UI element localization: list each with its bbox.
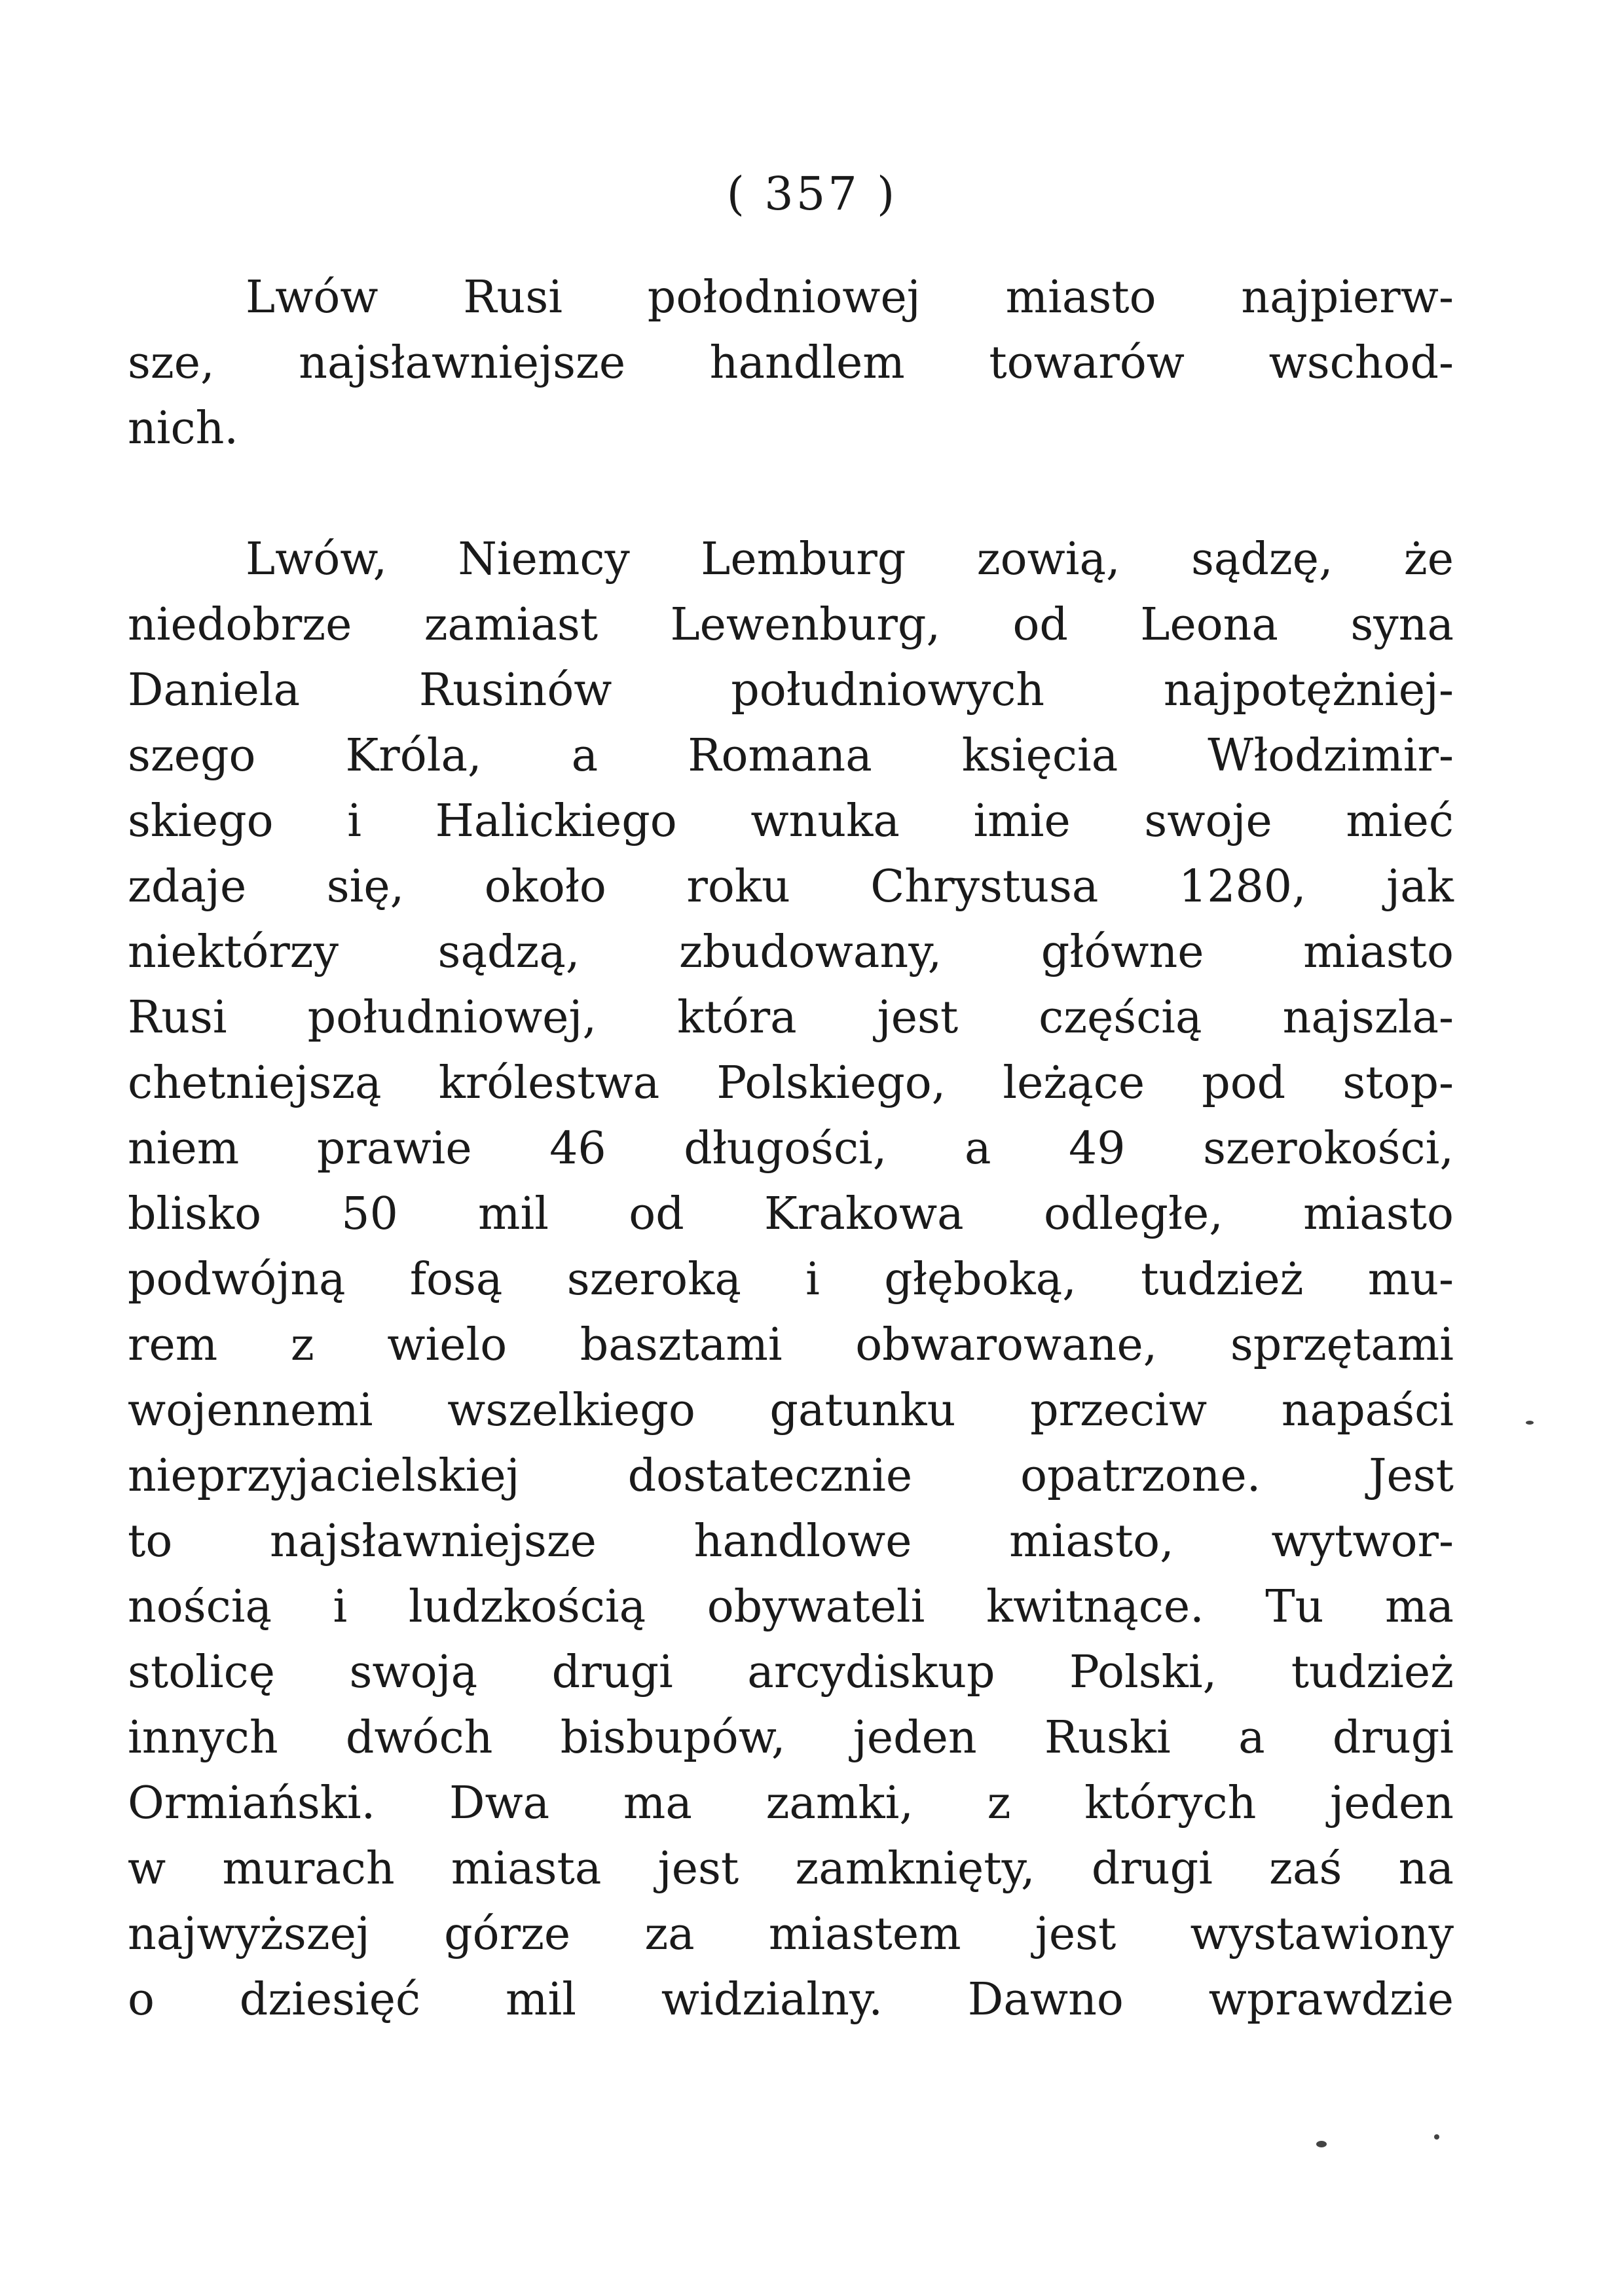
body-line: blisko 50 mil od Krakowa odległe, miasto: [128, 1188, 1454, 1240]
page-number: ( 357 ): [726, 167, 898, 221]
body-line: stolicę swoją drugi arcydiskup Polski, tudzież: [128, 1647, 1454, 1698]
body-line: podwójną fosą szeroką i głęboką, tudzież mu-: [128, 1254, 1454, 1305]
body-line: Lwów, Niemcy Lemburg zowią, sądzę, że: [246, 534, 1454, 585]
body-line: Ormiański. Dwa ma zamki, z których jeden: [128, 1777, 1454, 1829]
body-line: zdaje się, około roku Chrystusa 1280, jak: [128, 861, 1454, 913]
heading-line: sze, najsławniejsze handlem towarów wschod-: [128, 337, 1454, 389]
body-line: o dziesięć mil widzialny. Dawno wprawdzie: [128, 1974, 1454, 2026]
body-line: najwyższej górze za miastem jest wystawiony: [128, 1908, 1454, 1960]
body-line: wojennemi wszelkiego gatunku przeciw napaści: [128, 1385, 1454, 1436]
scan-speck: [1526, 1421, 1534, 1425]
body-line: to najsławniejsze handlowe miasto, wytwor-: [128, 1516, 1454, 1567]
scan-speck: [1316, 2141, 1327, 2147]
scan-speck: [1434, 2134, 1439, 2140]
body-line: rem z wielo basztami obwarowane, sprzętami: [128, 1319, 1454, 1371]
heading-line: Lwów Rusi połodniowej miasto najpierw-: [246, 272, 1454, 323]
heading-line: nich.: [128, 403, 239, 454]
body-line: szego Króla, a Romana księcia Włodzimir-: [128, 730, 1454, 782]
body-line: niedobrze zamiast Lewenburg, od Leona syna: [128, 599, 1454, 651]
body-line: nieprzyjacielskiej dostatecznie opatrzone. Jest: [128, 1450, 1454, 1502]
body-line: chetniejszą królestwa Polskiego, leżące pod stop-: [128, 1057, 1454, 1109]
body-line: skiego i Halickiego wnuka imie swoje mieć: [128, 795, 1454, 847]
body-line: Daniela Rusinów południowych najpotężniej-: [128, 665, 1454, 716]
body-line: innych dwóch bisbupów, jeden Ruski a drugi: [128, 1712, 1454, 1764]
body-line: w murach miasta jest zamknięty, drugi zaś na: [128, 1843, 1454, 1895]
body-line: Rusi południowej, która jest częścią najszla-: [128, 992, 1454, 1044]
body-line: niem prawie 46 długości, a 49 szerokości,: [128, 1123, 1454, 1175]
body-line: niektórzy sądzą, zbudowany, główne miasto: [128, 926, 1454, 978]
body-line: nością i ludzkością obywateli kwitnące. Tu ma: [128, 1581, 1454, 1633]
